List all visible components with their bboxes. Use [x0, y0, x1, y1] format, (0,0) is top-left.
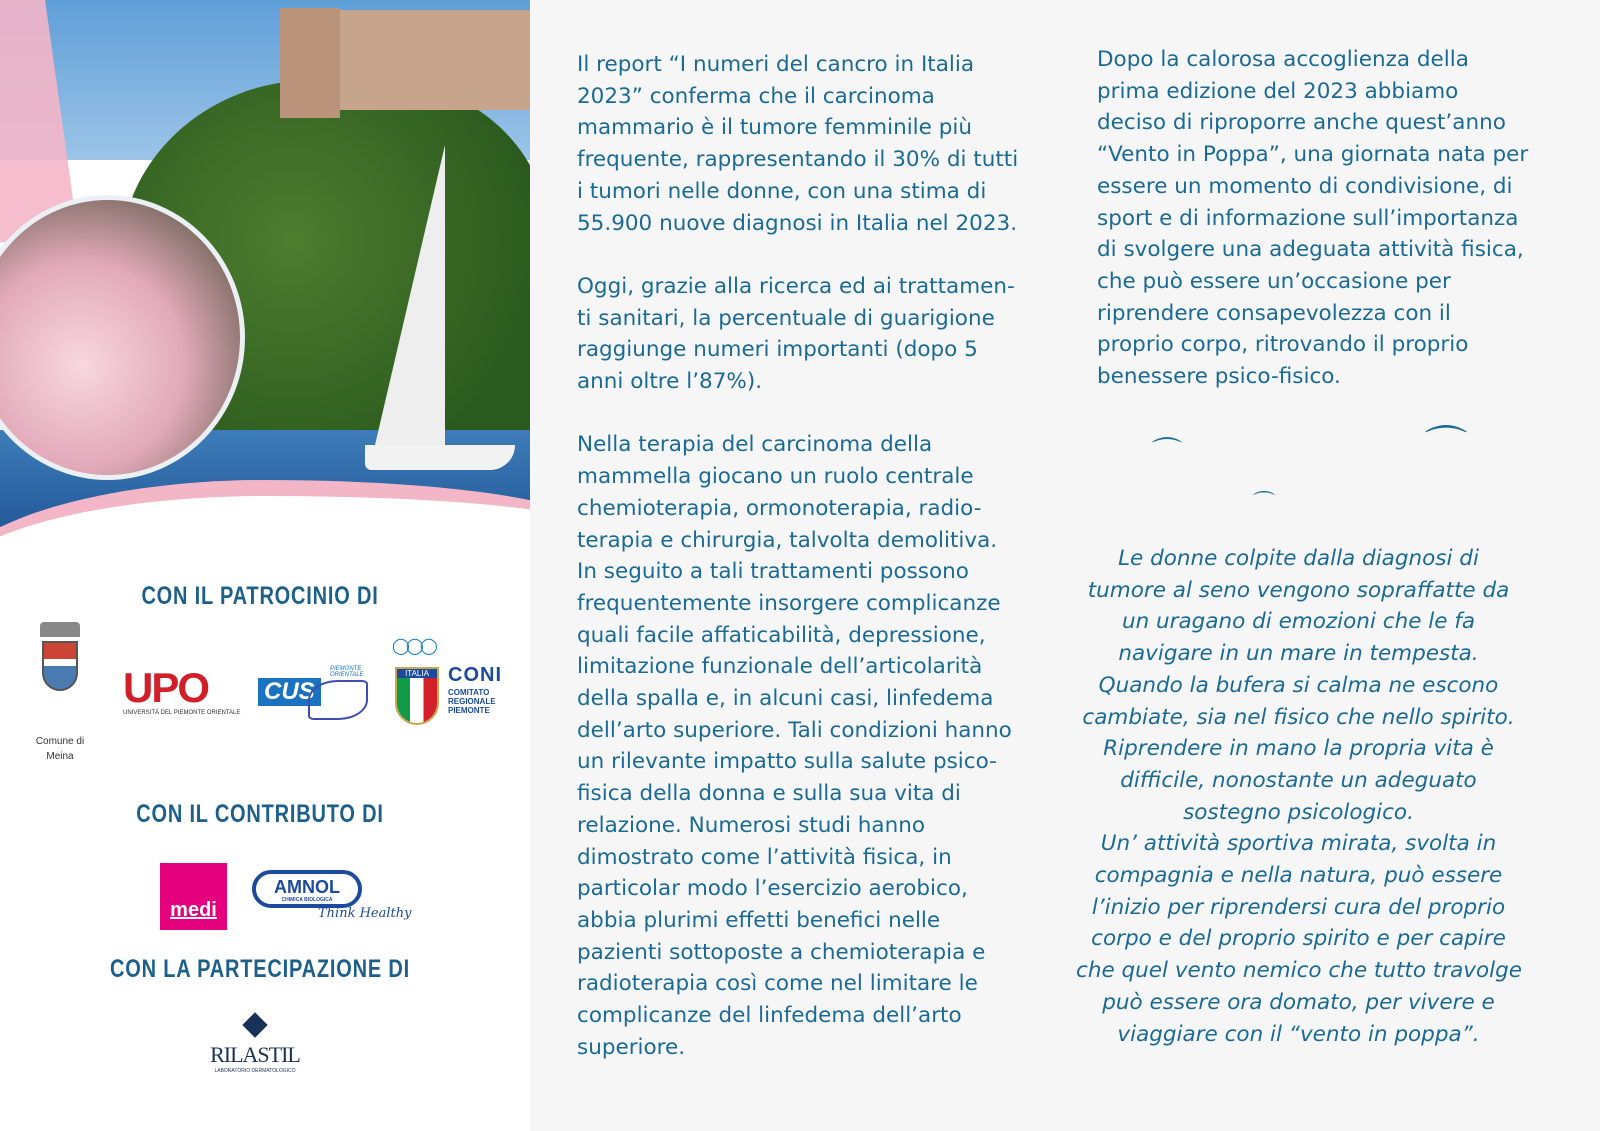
text-line: 2023” conferma che il carcinoma — [577, 83, 935, 109]
text-line: benessere psico-fisico. — [1097, 364, 1341, 390]
medi-logo-text: medi — [170, 899, 217, 921]
left-panel — [0, 0, 530, 1131]
text-line: Riprendere in mano la propria vita è — [1103, 736, 1494, 762]
text-line: compagnia e nella natura, può essere — [1094, 863, 1503, 889]
italia-shield-icon — [395, 667, 439, 725]
text-line: della spalla e, in alcuni casi, linfedema — [577, 686, 994, 712]
text-line: In seguito a tali trattamenti possono — [577, 559, 969, 585]
text-line: radioterapia così come nel limitare le — [577, 971, 978, 997]
text-line: che può essere un’occasione per — [1097, 268, 1451, 294]
text-line: relazione. Numerosi studi hanno — [577, 812, 926, 838]
italia-label: ITALIA — [397, 669, 437, 678]
text-line: proprio corpo, ritrovando il proprio — [1097, 332, 1469, 358]
olympic-rings-icon: ◯◯◯ — [392, 638, 434, 655]
text-line: frequentemente insorgere complicanze — [577, 590, 1001, 616]
amnol-logo-text: AMNOL — [274, 877, 340, 897]
paragraph — [577, 429, 1018, 1063]
patrocinio-heading: CON IL PATROCINIO DI — [141, 582, 379, 610]
cus-logo-subtext: PIEMONTE ORIENTALE — [330, 666, 364, 678]
coni-logo-text: CONI — [448, 664, 502, 686]
column-2-text — [1097, 44, 1528, 393]
text-line: essere un momento di condivisione, di — [1097, 173, 1513, 199]
text-line: Quando la bufera si calma ne escono — [1098, 672, 1499, 698]
paragraph — [1097, 44, 1528, 393]
meina-caption — [25, 734, 95, 764]
contributo-heading: CON IL CONTRIBUTO DI — [136, 800, 384, 828]
seagull-icon: ⌒ — [1425, 422, 1468, 471]
text-line: abbia plurimi effetti benefici nelle — [577, 907, 941, 933]
partecipazione-heading: CON LA PARTECIPAZIONE DI — [110, 955, 410, 983]
text-line: complicanze del linfedema dell’arto — [577, 1003, 962, 1029]
text-line: “Vento in Poppa”, una giornata nata per — [1097, 142, 1529, 168]
text-line: chemioterapia, ormonoterapia, radio- — [577, 495, 982, 521]
text-line: tumore al seno vengono sopraffatte da — [1087, 577, 1510, 603]
text-line: superiore. — [577, 1034, 686, 1060]
meina-caption-line: Comune di — [35, 736, 85, 747]
text-line: può essere ora domato, per vivere e — [1102, 989, 1495, 1015]
text-line: sostegno psicologico. — [1183, 799, 1414, 825]
text-line: terapia e chirurgia, talvolta demolitiva. — [577, 527, 998, 553]
text-line: particolar modo l’esercizio aerobico, — [577, 876, 968, 902]
text-line: Nella terapia del carcinoma della — [577, 432, 933, 458]
seagull-icon: ⌒ — [1152, 436, 1182, 471]
text-line: riprendere consapevolezza con il — [1097, 300, 1451, 326]
cover-photo-lake-castle-sailboat — [0, 0, 530, 560]
text-line: cambiate, sia nel fisico che nello spirito. — [1082, 704, 1515, 730]
text-line: dell’arto superiore. Tali condizioni hanno — [577, 717, 1012, 743]
text-line: Un’ attività sportiva mirata, svolta in — [1100, 831, 1497, 857]
text-line: un uragano di emozioni che le fa — [1121, 609, 1476, 635]
text-line: un rilevante impatto sulla salute psico- — [577, 749, 997, 775]
text-line: quali facile affaticabilità, depressione, — [577, 622, 986, 648]
meina-coat-of-arms-logo — [22, 622, 97, 722]
rilastil-logo-subtext: LABORATORIO DERMATOLOGICO — [214, 1068, 296, 1074]
text-line: di svolgere una adeguata attività fisica, — [1097, 237, 1524, 263]
text-line: viaggiare con il “vento in poppa”. — [1117, 1021, 1480, 1047]
text-line: Oggi, grazie alla ricerca ed ai trattamen- — [577, 273, 1015, 299]
paragraph-gap — [577, 398, 1018, 430]
text-line: difficile, nonostante un adeguato — [1120, 767, 1477, 793]
coni-sub-line: REGIONALE — [448, 697, 496, 706]
text-line: prima edizione del 2023 abbiamo — [1097, 78, 1459, 104]
text-line: che quel vento nemico che tutto travolge — [1076, 958, 1522, 984]
upo-logo — [123, 664, 240, 716]
amnol-tagline: Think Healthy — [318, 906, 412, 921]
text-line: Le donne colpite dalla diagnosi di — [1118, 546, 1479, 571]
text-line: i tumori nelle donne, con una stima di — [577, 178, 987, 204]
paragraph-gap — [577, 239, 1018, 271]
quote-text — [1076, 543, 1521, 1050]
paragraph — [577, 271, 1018, 398]
cus-logo-text: CUS — [258, 678, 321, 706]
text-line: mammella giocano un ruolo centrale — [577, 464, 974, 490]
heron-icon — [308, 680, 368, 720]
text-line: fisica della donna e sulla sua vita di — [577, 781, 961, 807]
upo-logo-subtext: UNIVERSITÀ DEL PIEMONTE ORIENTALE — [123, 710, 241, 716]
text-line: pazienti sottoposte a chemioterapia e — [577, 939, 986, 965]
text-line: corpo e del proprio spirito e per capire — [1091, 926, 1506, 952]
amnol-logo-subtext: CHIMICA BIOLOGICA — [281, 897, 333, 903]
column-1-text — [577, 49, 1018, 1063]
text-line: dimostrato come l’attività fisica, in — [577, 844, 952, 870]
text-line: Il report “I numeri del cancro in Italia — [577, 52, 975, 77]
rilastil-diamond-icon — [242, 1012, 267, 1037]
meina-caption-line: Meina — [46, 751, 74, 762]
paragraph — [577, 49, 1018, 239]
paragraph — [1076, 543, 1521, 1050]
rilastil-logo-text: RILASTIL — [210, 1042, 300, 1067]
text-line: raggiunge numeri importanti (dopo 5 — [577, 337, 978, 363]
coni-sub-line: COMITATO — [448, 688, 490, 697]
text-line: mammario è il tumore femminile più — [577, 115, 972, 141]
text-line: Dopo la calorosa accoglienza della — [1097, 47, 1469, 72]
text-line: deciso di riproporre anche quest’anno — [1097, 110, 1506, 136]
coni-sub-line: PIEMONTE — [448, 706, 490, 715]
text-line: 55.900 nuove diagnosi in Italia nel 2023. — [577, 210, 1018, 236]
text-line: sport e di informazione sull’importanza — [1097, 205, 1519, 231]
coni-logo — [392, 636, 512, 731]
text-line: limitazione funzionale dell’articolarità — [577, 654, 983, 680]
text-line: anni oltre l’87%). — [577, 369, 763, 395]
cus-piemonte-logo — [258, 660, 376, 732]
text-line: ti sanitari, la percentuale di guarigione — [577, 305, 995, 331]
medi-logo — [160, 863, 227, 930]
upo-logo-text: UPO — [123, 664, 209, 711]
seagull-icon: ⌒ — [1253, 491, 1276, 516]
amnol-logo — [252, 870, 417, 930]
text-line: l’inizio per riprendersi cura del proprio — [1091, 894, 1506, 920]
text-line: navigare in un mare in tempesta. — [1118, 641, 1479, 667]
rilastil-logo — [205, 1016, 305, 1074]
text-line: frequente, rappresentando il 30% di tutti — [577, 147, 1019, 173]
